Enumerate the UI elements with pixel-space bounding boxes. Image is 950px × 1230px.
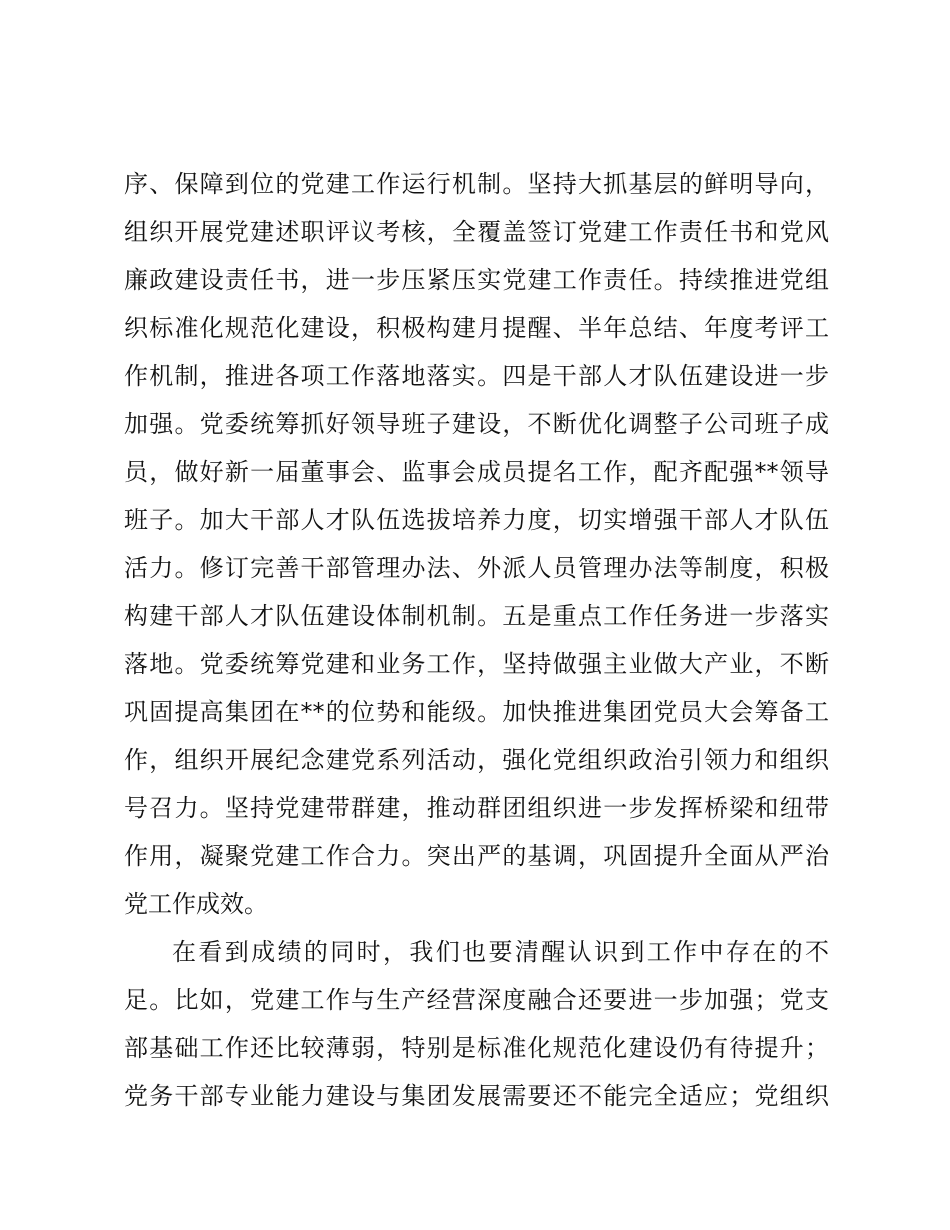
text-line: 作用，凝聚党建工作合力。突出严的基调，巩固提升全面从严治 xyxy=(124,842,829,870)
text-line: 序、保障到位的党建工作运行机制。坚持大抓基层的鲜明导向， xyxy=(124,170,829,198)
text-line: 织标准化规范化建设，积极构建月提醒、半年总结、年度考评工 xyxy=(124,314,829,342)
text-line: 巩固提高集团在**的位势和能级。加快推进集团党员大会筹备工 xyxy=(124,698,829,726)
text-line: 党务干部专业能力建设与集团发展需要还不能完全适应；党组织 xyxy=(124,1082,829,1110)
text-line: 部基础工作还比较薄弱，特别是标准化规范化建设仍有待提升； xyxy=(124,1034,829,1062)
text-line: 在看到成绩的同时，我们也要清醒认识到工作中存在的不 xyxy=(172,938,829,966)
text-line: 号召力。坚持党建带群建，推动群团组织进一步发挥桥梁和纽带 xyxy=(124,794,829,822)
text-line: 足。比如，党建工作与生产经营深度融合还要进一步加强；党支 xyxy=(124,986,829,1014)
text-line: 作机制，推进各项工作落地落实。四是干部人才队伍建设进一步 xyxy=(124,362,829,390)
paragraph-1 xyxy=(124,160,829,928)
paragraph-2 xyxy=(124,928,829,1120)
text-line: 作，组织开展纪念建党系列活动，强化党组织政治引领力和组织 xyxy=(124,746,829,774)
text-line: 落地。党委统筹党建和业务工作，坚持做强主业做大产业，不断 xyxy=(124,650,829,678)
text-line: 廉政建设责任书，进一步压紧压实党建工作责任。持续推进党组 xyxy=(124,266,829,294)
text-line: 活力。修订完善干部管理办法、外派人员管理办法等制度，积极 xyxy=(124,554,829,582)
text-line: 班子。加大干部人才队伍选拔培养力度，切实增强干部人才队伍 xyxy=(124,506,829,534)
text-line: 加强。党委统筹抓好领导班子建设，不断优化调整子公司班子成 xyxy=(124,410,829,438)
text-line: 员，做好新一届董事会、监事会成员提名工作，配齐配强**领导 xyxy=(124,458,829,486)
document-body xyxy=(124,160,829,1120)
text-line: 党工作成效。 xyxy=(124,890,268,918)
text-line: 构建干部人才队伍建设体制机制。五是重点工作任务进一步落实 xyxy=(124,602,829,630)
text-line: 组织开展党建述职评议考核，全覆盖签订党建工作责任书和党风 xyxy=(124,218,829,246)
